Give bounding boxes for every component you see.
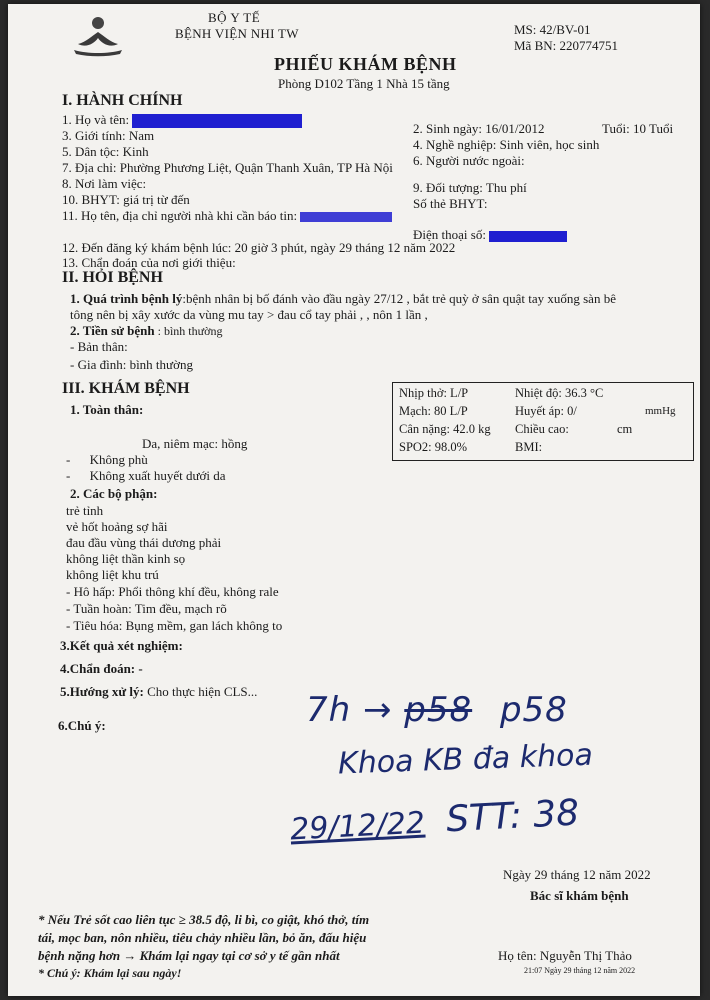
diagnosis-label: 4.Chẩn đoán: - bbox=[60, 661, 143, 676]
no-bleeding-text: Không xuất huyết dưới da bbox=[89, 468, 226, 483]
handwritten-stt: STT: 38 bbox=[445, 792, 581, 841]
finding-line: đau đầu vùng thái dương phải bbox=[66, 535, 222, 550]
no-edema-text: Không phù bbox=[89, 452, 148, 467]
handwritten-room: p58 bbox=[499, 690, 568, 730]
followup-note: * Chú ý: Khám lại sau ngày! bbox=[38, 966, 182, 980]
medical-form-page bbox=[8, 4, 700, 996]
finding-line: không liệt khu trú bbox=[66, 567, 159, 582]
blood-pressure: Huyết áp: 0/ bbox=[515, 404, 577, 418]
address-line: 7. Địa chỉ: Phường Phương Liệt, Quận Thanh Xuân, TP Hà Nội bbox=[62, 160, 393, 175]
room-info: Phòng D102 Tầng 1 Nhà 15 tầng bbox=[278, 76, 450, 91]
plan-line bbox=[60, 684, 257, 700]
insurance-line: 10. BHYT: giá trị từ đến bbox=[62, 192, 190, 207]
illness-process-label: 1. Quá trình bệnh lý bbox=[70, 291, 183, 306]
registration-line: 12. Đến đăng ký khám bệnh lúc: 20 giờ 3 phút, ngày 29 tháng 12 năm 2022 bbox=[62, 240, 456, 255]
section-history-heading: II. HỎI BỆNH bbox=[62, 269, 163, 286]
age-line: Tuổi: 10 Tuổi bbox=[602, 121, 674, 136]
handwritten-date-stt bbox=[289, 792, 580, 848]
spo2: SPO2: 98.0% bbox=[399, 440, 468, 454]
warning-line2: tái, mọc ban, nôn nhiều, tiêu chảy nhiều lần, bỏ ăn, đấu hiệu bbox=[38, 930, 367, 945]
handwritten-date: 29/12/22 bbox=[289, 805, 426, 848]
temperature: Nhiệt độ: 36.3 °C bbox=[515, 386, 604, 400]
pulse: Mạch: 80 L/P bbox=[399, 404, 468, 418]
vitals-box bbox=[392, 382, 694, 461]
warning-line3: bệnh nặng hơn → Khám lại ngay tại cơ sở y tế gần nhất bbox=[38, 948, 340, 963]
handwritten-department: Khoa KB đa khoa bbox=[337, 737, 594, 782]
plan-label: 5.Hướng xử lý: bbox=[60, 684, 144, 699]
finding-line: - Tuần hoàn: Tim đều, mạch rõ bbox=[66, 601, 227, 616]
illness-process-line2: tông nên bị xây xước da vùng mu tay > đau cổ tay phải , , nôn 1 lần , bbox=[70, 307, 428, 322]
illness-process-line1 bbox=[70, 291, 616, 307]
handwritten-room-line bbox=[306, 690, 568, 730]
workplace-line: 8. Nơi làm việc: bbox=[62, 176, 147, 191]
form-title: PHIẾU KHÁM BỆNH bbox=[274, 54, 457, 74]
hospital-logo-icon bbox=[70, 14, 126, 58]
name-label-text: 1. Họ và tên: bbox=[62, 112, 130, 127]
gender-line: 3. Giới tính: Nam bbox=[62, 128, 155, 143]
print-timestamp: 21:07 Ngày 29 tháng 12 năm 2022 bbox=[524, 966, 636, 975]
tests-label: 3.Kết quả xét nghiệm: bbox=[60, 638, 183, 653]
hospital-name: BỆNH VIỆN NHI TW bbox=[175, 26, 299, 41]
handwritten-time: 7h → bbox=[306, 690, 393, 730]
self-history-line: - Bản thân: bbox=[70, 339, 128, 354]
name-label bbox=[62, 112, 302, 128]
section-exam-heading: III. KHÁM BỆNH bbox=[62, 380, 190, 397]
warning-line1: * Nếu Trẻ sốt cao liên tục ≥ 38.5 độ, li bì, co giật, khó thở, tím bbox=[38, 912, 370, 927]
doctor-name: Họ tên: Nguyễn Thị Thảo bbox=[498, 948, 632, 963]
doctor-role: Bác sĩ khám bệnh bbox=[530, 888, 629, 903]
weight: Cân nặng: 42.0 kg bbox=[399, 422, 491, 436]
referral-diagnosis-line: 13. Chẩn đoán của nơi giới thiệu: bbox=[62, 255, 236, 270]
ethnicity-line: 5. Dân tộc: Kinh bbox=[62, 144, 149, 159]
parts-exam-label: 2. Các bộ phận: bbox=[70, 486, 158, 501]
ministry-name: BỘ Y TẾ bbox=[208, 10, 261, 25]
target-line: 9. Đối tượng: Thu phí bbox=[413, 180, 527, 195]
no-bleeding-line bbox=[66, 468, 226, 484]
past-history-label: 2. Tiền sử bệnh bbox=[70, 323, 155, 338]
occupation-line: 4. Nghề nghiệp: Sinh viên, học sinh bbox=[413, 137, 600, 152]
finding-line: - Hô hấp: Phổi thông khí đều, không rale bbox=[66, 584, 279, 599]
relative-redaction bbox=[300, 212, 392, 222]
foreigner-line: 6. Người nước ngoài: bbox=[413, 153, 525, 168]
relative-line bbox=[62, 208, 392, 224]
notes-label: 6.Chú ý: bbox=[58, 718, 106, 733]
bullet-dash: - bbox=[66, 452, 71, 467]
resp-rate: Nhịp thở: L/P bbox=[399, 386, 469, 400]
bullet-dash: - bbox=[66, 468, 71, 483]
form-code: MS: 42/BV-01 bbox=[514, 22, 591, 37]
past-history-value: : bình thường bbox=[154, 324, 223, 338]
signature-date: Ngày 29 tháng 12 năm 2022 bbox=[503, 867, 651, 882]
skin-line: Da, niêm mạc: hồng bbox=[142, 436, 248, 451]
plan-value: Cho thực hiện CLS... bbox=[143, 684, 258, 699]
dob-line: 2. Sinh ngày: 16/01/2012 bbox=[413, 121, 545, 136]
height: Chiều cao: bbox=[515, 422, 569, 436]
no-edema-line bbox=[66, 452, 148, 468]
name-redaction bbox=[132, 114, 302, 128]
phone-label-text: Điện thoại số: bbox=[413, 227, 486, 242]
phone-redaction bbox=[489, 231, 567, 242]
finding-line: trẻ tỉnh bbox=[66, 503, 104, 518]
handwritten-struck-room: p58 bbox=[404, 690, 473, 730]
patient-code: Mã BN: 220774751 bbox=[514, 38, 618, 53]
finding-line: - Tiêu hóa: Bụng mềm, gan lách không to bbox=[66, 618, 283, 633]
past-history-line bbox=[70, 323, 223, 339]
section-admin-heading: I. HÀNH CHÍNH bbox=[62, 92, 183, 109]
finding-line: vẻ hốt hoảng sợ hãi bbox=[66, 519, 168, 534]
bp-unit: mmHg bbox=[645, 405, 676, 417]
family-history-line: - Gia đình: bình thường bbox=[70, 357, 193, 372]
insurance-card-line: Số thẻ BHYT: bbox=[413, 196, 488, 211]
illness-process-text1: :bệnh nhân bị bố đánh vào đầu ngày 27/12 , bắt trẻ quỳ ở sân quật tay xuống sàn bê bbox=[182, 291, 616, 306]
relative-label-text: 11. Họ tên, địa chỉ người nhà khi cần báo tin: bbox=[62, 208, 298, 223]
finding-line: không liệt thần kinh sọ bbox=[66, 551, 186, 566]
general-exam-label: 1. Toàn thân: bbox=[70, 402, 144, 417]
height-unit: cm bbox=[617, 422, 633, 436]
bmi: BMI: bbox=[515, 440, 543, 454]
